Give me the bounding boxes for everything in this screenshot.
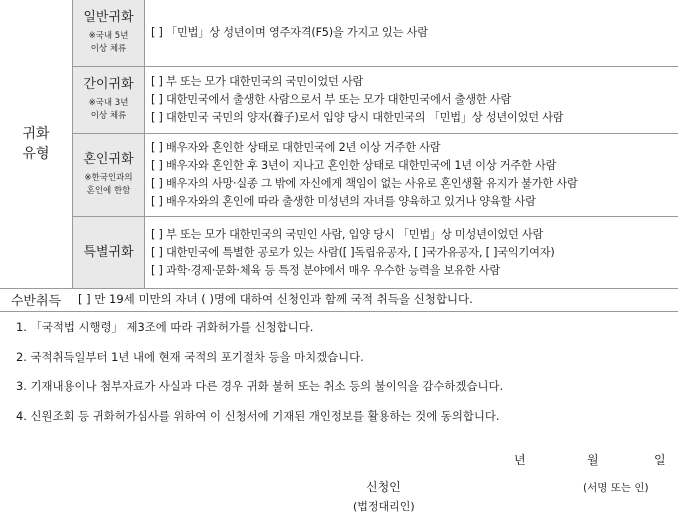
type-note: ※국내 3년 이상 체류 (88, 98, 129, 121)
pledge-item: 3. 기재내용이나 첨부자료가 사실과 다른 경우 귀화 불허 또는 취소 등의 불이익을 감수하겠습니다. (16, 379, 504, 393)
pledge-list (16, 318, 503, 436)
category-label-text: 귀화 유형 (22, 126, 50, 162)
checkbox-option[interactable]: [ ] 「민법」상 성년이며 영주자격(F5)을 가지고 있는 사람 (151, 26, 428, 39)
checkbox-option[interactable]: [ ] 배우자와 혼인한 상태로 대한민국에 2년 이상 거주한 사람 (151, 141, 441, 154)
checkbox-option[interactable]: [ ] 배우자의 사망·실종 그 밖에 자신에게 책임이 없는 사유로 혼인생활 유지가 불가한 사람 (151, 177, 578, 190)
checkbox-option[interactable]: [ ] 부 또는 모가 대한민국의 국민이었던 사람 (151, 75, 364, 88)
signature-field[interactable]: (서명 또는 인) (583, 482, 649, 494)
checkbox-option[interactable]: [ ] 과학·경제·문화·체육 등 특정 분야에서 매우 우수한 능력을 보유한 사람 (151, 263, 500, 277)
type-options-general (145, 0, 678, 67)
date-month-label[interactable]: 월 (587, 453, 599, 467)
type-cell-special (73, 217, 145, 289)
type-note: ※국내 5년 이상 체류 (88, 31, 129, 54)
type-cell-general (73, 0, 145, 67)
type-name: 혼인귀화 (83, 152, 134, 167)
type-options-marriage (145, 134, 678, 217)
type-row-general (0, 0, 678, 67)
checkbox-option[interactable]: [ ] 배우자와의 혼인에 따라 출생한 미성년의 자녀를 양육하고 있거나 양육할 사람 (151, 195, 536, 208)
checkbox-option[interactable]: [ ] 부 또는 모가 대한민국의 국민인 사람, 입양 당시 「민법」상 미성년이었던 사람 (151, 227, 544, 241)
legal-representative-label: (법정대리인) (353, 500, 415, 513)
type-options-special (145, 217, 678, 289)
type-row-marriage (0, 134, 678, 217)
applicant-label: 신청인 (366, 480, 401, 494)
pledge-item: 4. 신원조회 등 귀화허가심사를 위하여 이 신청서에 기재된 개인정보를 활용하는 것에 동의합니다. (16, 408, 500, 423)
checkbox-option[interactable]: [ ] 대한민국에 특별한 공로가 있는 사람([ ]독립유공자, [ ]국가유공자, [ ]국익기여자) (151, 245, 555, 259)
type-name: 일반귀화 (83, 10, 134, 25)
checkbox-option[interactable]: [ ] 배우자와 혼인한 후 3년이 지나고 혼인한 상태로 대한민국에 1년 이상 거주한 사람 (151, 159, 557, 172)
type-name: 간이귀화 (83, 77, 134, 92)
pledge-item: 1. 「국적법 시행령」 제3조에 따라 귀화허가를 신청합니다. (16, 320, 314, 334)
type-note: ※한국인과의 혼인에 한함 (84, 173, 133, 196)
checkbox-option[interactable]: [ ] 대한민국 국민의 양자(養子)로서 입양 당시 대한민국의 「민법」상 성년이었던 사람 (151, 111, 564, 124)
pledge-item: 2. 국적취득일부터 1년 내에 현재 국적의 포기절차 등을 마치겠습니다. (16, 349, 364, 364)
type-row-special (0, 217, 678, 289)
date-year-label[interactable]: 년 (514, 453, 526, 467)
type-cell-marriage (73, 134, 145, 217)
concurrent-acquisition-row (0, 287, 678, 312)
date-row (0, 451, 678, 469)
concurrent-option[interactable]: [ ] 만 19세 미만의 자녀 ( )명에 대하여 신청인과 함께 국적 취득을 신청합니다. (78, 292, 473, 306)
type-row-simple (0, 67, 678, 134)
concurrent-label: 수반취득 (10, 293, 62, 309)
checkbox-option[interactable]: [ ] 대한민국에서 출생한 사람으로서 부 또는 모가 대한민국에서 출생한 사람 (151, 93, 512, 106)
type-name: 특별귀화 (83, 244, 134, 260)
type-options-simple (145, 67, 678, 134)
category-label (0, 0, 73, 289)
date-day-label[interactable]: 일 (654, 453, 666, 467)
type-cell-simple (73, 67, 145, 134)
